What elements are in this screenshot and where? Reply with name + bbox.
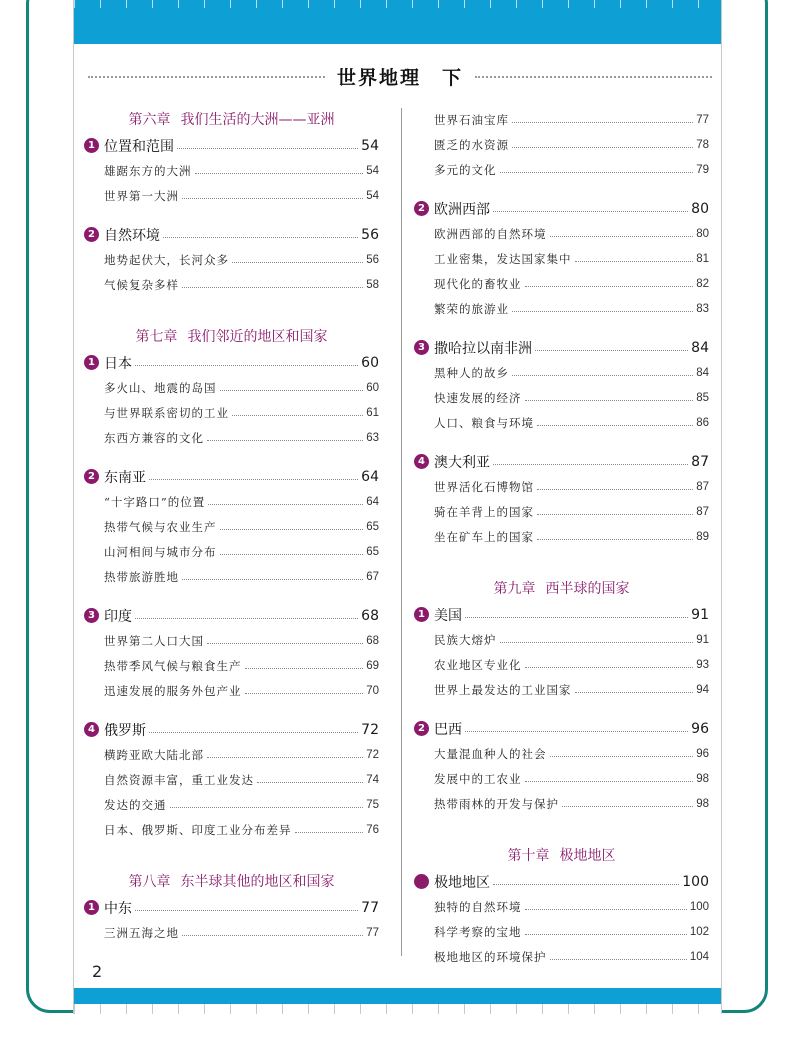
- entry-title: 繁荣的旅游业: [434, 301, 509, 316]
- toc-entry[interactable]: [84, 514, 379, 539]
- chapter-heading[interactable]: [414, 576, 709, 602]
- entry-page-number: 65: [366, 545, 379, 558]
- dot-leader: [182, 935, 363, 936]
- section-number-badge: 4: [414, 454, 429, 469]
- entry-page-number: 85: [696, 391, 709, 404]
- section-title: 印度: [104, 608, 132, 625]
- entry-title: 大量混血种人的社会: [434, 746, 547, 761]
- section-number-badge: 3: [84, 608, 99, 623]
- dot-leader: [525, 667, 694, 668]
- section-title: 巴西: [434, 721, 462, 738]
- toc-entry[interactable]: [84, 247, 379, 272]
- dot-leader: [135, 365, 358, 366]
- dot-leader: [525, 286, 694, 287]
- entry-page-number: 82: [696, 277, 709, 290]
- toc-entry[interactable]: [84, 653, 379, 678]
- entry-title: 世界第二人口大国: [104, 633, 204, 648]
- dot-leader: [465, 617, 688, 618]
- entry-page-number: 75: [366, 798, 379, 811]
- entry-page-number: 67: [366, 570, 379, 583]
- section-number-badge: 1: [84, 355, 99, 370]
- top-band: [74, 0, 721, 44]
- toc-left-column: [84, 107, 379, 945]
- entry-page-number: 72: [366, 748, 379, 761]
- entry-title: 热带雨林的开发与保护: [434, 796, 559, 811]
- page-title: 世界地理 下: [337, 66, 464, 89]
- toc-section[interactable]: [84, 133, 379, 158]
- toc-section[interactable]: [84, 895, 379, 920]
- toc-entry[interactable]: [414, 296, 709, 321]
- toc-section[interactable]: [414, 602, 709, 627]
- toc-entry[interactable]: [84, 158, 379, 183]
- chapter-title: 东半球其他的地区和国家: [180, 874, 335, 890]
- spacer: [84, 842, 379, 869]
- entry-title: 世界上最发达的工业国家: [434, 682, 572, 697]
- entry-page-number: 56: [366, 253, 379, 266]
- dot-leader: [537, 425, 693, 426]
- dot-leader: [512, 375, 693, 376]
- spacer: [84, 208, 379, 222]
- dot-leader: [500, 172, 694, 173]
- entry-title: 世界活化石博物馆: [434, 479, 534, 494]
- dot-leader: [512, 122, 693, 123]
- toc-entry[interactable]: [84, 792, 379, 817]
- toc-entry[interactable]: [414, 246, 709, 271]
- toc-header: [88, 62, 712, 90]
- entry-page-number: 102: [689, 925, 709, 938]
- dot-leader: [195, 173, 364, 174]
- column-divider: [401, 108, 402, 956]
- section-title: 极地地区: [434, 874, 490, 891]
- spacer: [414, 321, 709, 335]
- entry-title: 地势起伏大，长河众多: [104, 252, 229, 267]
- entry-title: 热带旅游胜地: [104, 569, 179, 584]
- entry-page-number: 91: [696, 633, 709, 646]
- entry-title: 现代化的畜牧业: [434, 276, 522, 291]
- section-number-badge: 3: [414, 340, 429, 355]
- dot-leader: [232, 262, 363, 263]
- entry-page-number: 100: [689, 900, 709, 913]
- dot-leader: [245, 693, 364, 694]
- dot-leader: [562, 806, 693, 807]
- section-page-number: 54: [361, 137, 379, 154]
- entry-title: 极地地区的环境保护: [434, 949, 547, 964]
- toc-entry[interactable]: [414, 944, 709, 969]
- section-page-number: 91: [691, 606, 709, 623]
- entry-page-number: 63: [366, 431, 379, 444]
- dot-leader: [575, 692, 694, 693]
- toc-section[interactable]: [414, 449, 709, 474]
- section-title: 欧洲西部: [434, 201, 490, 218]
- dot-leader: [535, 350, 688, 351]
- dot-leader: [182, 287, 363, 288]
- section-number-badge: 2: [84, 469, 99, 484]
- toc-section[interactable]: [414, 869, 709, 894]
- toc-entry[interactable]: [414, 627, 709, 652]
- entry-title: 热带季风气候与粮食生产: [104, 658, 242, 673]
- title-leader-left: [88, 76, 325, 78]
- chapter-heading[interactable]: [84, 107, 379, 133]
- entry-title: 坐在矿车上的国家: [434, 529, 534, 544]
- toc-entry[interactable]: [414, 132, 709, 157]
- chapter-number: 第八章: [128, 874, 171, 890]
- section-title: 美国: [434, 607, 462, 624]
- toc-entry[interactable]: [414, 652, 709, 677]
- toc-entry[interactable]: [414, 791, 709, 816]
- chapter-title: 西半球的国家: [545, 581, 630, 597]
- toc-entry[interactable]: [84, 678, 379, 703]
- entry-title: 发达的交通: [104, 797, 167, 812]
- entry-page-number: 54: [366, 164, 379, 177]
- entry-page-number: 94: [696, 683, 709, 696]
- entry-title: 工业密集，发达国家集中: [434, 251, 572, 266]
- section-title: 撒哈拉以南非洲: [434, 340, 532, 357]
- entry-page-number: 89: [696, 530, 709, 543]
- chapter-number: 第十章: [507, 848, 550, 864]
- dot-leader: [149, 732, 358, 733]
- spacer: [414, 435, 709, 449]
- entry-page-number: 87: [696, 505, 709, 518]
- section-number-badge: 1: [414, 607, 429, 622]
- dot-leader: [207, 440, 363, 441]
- entry-title: 多火山、地震的岛国: [104, 380, 217, 395]
- entry-title: 迅速发展的服务外包产业: [104, 683, 242, 698]
- dot-leader: [163, 237, 358, 238]
- entry-page-number: 83: [696, 302, 709, 315]
- entry-title: 发展中的工农业: [434, 771, 522, 786]
- dot-leader: [525, 909, 687, 910]
- entry-title: 热带气候与农业生产: [104, 519, 217, 534]
- toc-entry[interactable]: [414, 271, 709, 296]
- dot-leader: [550, 236, 694, 237]
- entry-page-number: 80: [696, 227, 709, 240]
- chapter-number: 第七章: [135, 329, 178, 345]
- dot-leader: [493, 884, 679, 885]
- dot-leader: [465, 731, 688, 732]
- toc-entry[interactable]: [414, 221, 709, 246]
- dot-leader: [208, 504, 363, 505]
- entry-page-number: 68: [366, 634, 379, 647]
- entry-page-number: 81: [696, 252, 709, 265]
- dot-leader: [149, 479, 358, 480]
- dot-leader: [135, 910, 358, 911]
- dot-leader: [232, 415, 363, 416]
- spacer: [84, 297, 379, 324]
- dot-leader: [537, 514, 693, 515]
- section-page-number: 80: [691, 200, 709, 217]
- toc-section[interactable]: [84, 717, 379, 742]
- toc-entry[interactable]: [414, 410, 709, 435]
- toc-section[interactable]: [414, 716, 709, 741]
- entry-page-number: 77: [366, 926, 379, 939]
- section-page-number: 96: [691, 720, 709, 737]
- entry-page-number: 84: [696, 366, 709, 379]
- bottom-band: [74, 988, 721, 1004]
- toc-entry[interactable]: [84, 767, 379, 792]
- entry-title: “十字路口”的位置: [104, 494, 206, 509]
- entry-page-number: 61: [366, 406, 379, 419]
- dot-leader: [177, 148, 358, 149]
- toc-entry[interactable]: [414, 385, 709, 410]
- entry-title: 农业地区专业化: [434, 657, 522, 672]
- section-number-badge: 2: [414, 721, 429, 736]
- dot-leader: [512, 311, 693, 312]
- dot-leader: [550, 756, 694, 757]
- entry-page-number: 87: [696, 480, 709, 493]
- entry-title: 黑种人的故乡: [434, 365, 509, 380]
- chapter-title: 我们邻近的地区和国家: [187, 329, 328, 345]
- section-page-number: 77: [361, 899, 379, 916]
- spacer: [84, 450, 379, 464]
- entry-title: 匮乏的水资源: [434, 137, 509, 152]
- entry-page-number: 60: [366, 381, 379, 394]
- entry-page-number: 96: [696, 747, 709, 760]
- chapter-heading[interactable]: [84, 869, 379, 895]
- entry-title: 快速发展的经济: [434, 390, 522, 405]
- entry-page-number: 76: [366, 823, 379, 836]
- spacer: [414, 702, 709, 716]
- entry-page-number: 65: [366, 520, 379, 533]
- dot-leader: [220, 554, 364, 555]
- toc-entry[interactable]: [84, 817, 379, 842]
- toc-entry[interactable]: [414, 107, 709, 132]
- dot-leader: [245, 668, 364, 669]
- section-page-number: 87: [691, 453, 709, 470]
- page-folio: 2: [92, 962, 103, 981]
- section-title: 澳大利亚: [434, 454, 490, 471]
- section-number-badge: 2: [414, 201, 429, 216]
- entry-title: 三洲五海之地: [104, 925, 179, 940]
- toc-entry[interactable]: [414, 524, 709, 549]
- dot-leader: [295, 832, 364, 833]
- toc-section[interactable]: [84, 603, 379, 628]
- toc-entry[interactable]: [84, 920, 379, 945]
- entry-title: 横跨亚欧大陆北部: [104, 747, 204, 762]
- section-title: 位置和范围: [104, 138, 174, 155]
- toc-entry[interactable]: [414, 677, 709, 702]
- entry-page-number: 77: [696, 113, 709, 126]
- entry-title: 日本、俄罗斯、印度工业分布差异: [104, 822, 292, 837]
- spacer: [84, 589, 379, 603]
- toc-section[interactable]: [84, 222, 379, 247]
- toc-entry[interactable]: [414, 360, 709, 385]
- section-title: 自然环境: [104, 227, 160, 244]
- dot-leader: [537, 539, 693, 540]
- dot-leader: [493, 464, 688, 465]
- section-page-number: 64: [361, 468, 379, 485]
- dot-leader: [220, 529, 364, 530]
- entry-page-number: 70: [366, 684, 379, 697]
- entry-title: 骑在羊背上的国家: [434, 504, 534, 519]
- entry-title: 世界石油宝库: [434, 112, 509, 127]
- dot-leader: [500, 642, 694, 643]
- chapter-number: 第六章: [128, 112, 171, 128]
- toc-right-column: [414, 107, 709, 969]
- entry-page-number: 69: [366, 659, 379, 672]
- toc-entry[interactable]: [84, 400, 379, 425]
- entry-title: 独特的自然环境: [434, 899, 522, 914]
- section-title: 中东: [104, 900, 132, 917]
- toc-entry[interactable]: [84, 425, 379, 450]
- toc-entry[interactable]: [84, 564, 379, 589]
- entry-page-number: 93: [696, 658, 709, 671]
- section-page-number: 68: [361, 607, 379, 624]
- spacer: [414, 549, 709, 576]
- chapter-title: 我们生活的大洲——亚洲: [180, 112, 335, 128]
- toc-section[interactable]: [414, 335, 709, 360]
- section-title: 日本: [104, 355, 132, 372]
- section-number-badge: 1: [84, 900, 99, 915]
- dot-leader: [182, 579, 363, 580]
- dot-leader: [512, 147, 693, 148]
- section-page-number: 84: [691, 339, 709, 356]
- entry-page-number: 98: [696, 797, 709, 810]
- toc-entry[interactable]: [414, 499, 709, 524]
- chapter-heading[interactable]: [84, 324, 379, 350]
- entry-page-number: 104: [689, 950, 709, 963]
- entry-title: 人口、粮食与环境: [434, 415, 534, 430]
- toc-entry[interactable]: [84, 742, 379, 767]
- entry-title: 山河相间与城市分布: [104, 544, 217, 559]
- section-number-badge: [414, 874, 429, 889]
- entry-title: 多元的文化: [434, 162, 497, 177]
- entry-page-number: 86: [696, 416, 709, 429]
- toc-section[interactable]: [414, 196, 709, 221]
- section-page-number: 100: [682, 873, 709, 890]
- dot-leader: [575, 261, 694, 262]
- entry-title: 气候复杂多样: [104, 277, 179, 292]
- section-title: 俄罗斯: [104, 722, 146, 739]
- entry-title: 东西方兼容的文化: [104, 430, 204, 445]
- spacer: [414, 816, 709, 843]
- section-number-badge: 1: [84, 138, 99, 153]
- dot-leader: [525, 934, 687, 935]
- dot-leader: [220, 390, 364, 391]
- entry-title: 民族大熔炉: [434, 632, 497, 647]
- spacer: [84, 703, 379, 717]
- entry-title: 世界第一大洲: [104, 188, 179, 203]
- toc-entry[interactable]: [84, 539, 379, 564]
- entry-page-number: 79: [696, 163, 709, 176]
- toc-entry[interactable]: [414, 919, 709, 944]
- toc-entry[interactable]: [84, 272, 379, 297]
- section-number-badge: 4: [84, 722, 99, 737]
- dot-leader: [493, 211, 688, 212]
- toc-entry[interactable]: [414, 766, 709, 791]
- toc-section[interactable]: [84, 350, 379, 375]
- chapter-heading[interactable]: [414, 843, 709, 869]
- entry-title: 欧洲西部的自然环境: [434, 226, 547, 241]
- section-page-number: 56: [361, 226, 379, 243]
- section-title: 东南亚: [104, 469, 146, 486]
- entry-page-number: 74: [366, 773, 379, 786]
- entry-page-number: 78: [696, 138, 709, 151]
- spacer: [414, 182, 709, 196]
- dot-leader: [537, 489, 693, 490]
- entry-page-number: 58: [366, 278, 379, 291]
- section-page-number: 72: [361, 721, 379, 738]
- toc-entry[interactable]: [84, 489, 379, 514]
- entry-title: 与世界联系密切的工业: [104, 405, 229, 420]
- toc-entry[interactable]: [84, 375, 379, 400]
- chapter-title: 极地地区: [559, 848, 616, 864]
- entry-title: 科学考察的宝地: [434, 924, 522, 939]
- toc-entry[interactable]: [414, 894, 709, 919]
- dot-leader: [170, 807, 364, 808]
- dot-leader: [207, 643, 363, 644]
- toc-page: [73, 0, 722, 1014]
- toc-entry[interactable]: [414, 474, 709, 499]
- entry-title: 雄踞东方的大洲: [104, 163, 192, 178]
- section-page-number: 60: [361, 354, 379, 371]
- chapter-number: 第九章: [493, 581, 536, 597]
- entry-page-number: 98: [696, 772, 709, 785]
- entry-title: 自然资源丰富，重工业发达: [104, 772, 254, 787]
- dot-leader: [525, 400, 694, 401]
- toc-entry[interactable]: [414, 741, 709, 766]
- dot-leader: [182, 198, 363, 199]
- toc-section[interactable]: [84, 464, 379, 489]
- dot-leader: [550, 959, 687, 960]
- toc-entry[interactable]: [84, 628, 379, 653]
- dot-leader: [257, 782, 363, 783]
- section-number-badge: 2: [84, 227, 99, 242]
- title-leader-right: [475, 76, 712, 78]
- dot-leader: [135, 618, 358, 619]
- toc-entry[interactable]: [84, 183, 379, 208]
- toc-entry[interactable]: [414, 157, 709, 182]
- dot-leader: [525, 781, 694, 782]
- dot-leader: [207, 757, 363, 758]
- entry-page-number: 64: [366, 495, 379, 508]
- entry-page-number: 54: [366, 189, 379, 202]
